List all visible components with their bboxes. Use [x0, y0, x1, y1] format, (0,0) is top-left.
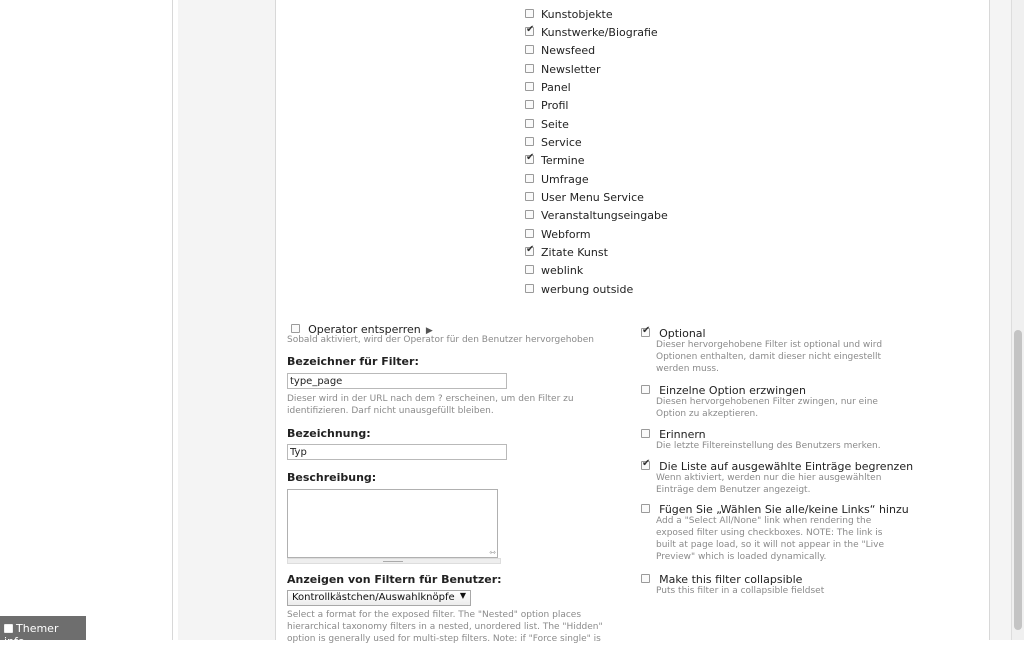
option-label: Erinnern [659, 428, 706, 441]
identifier-input[interactable] [287, 373, 507, 389]
limit-selected-checkbox[interactable] [641, 461, 650, 470]
content-type-label: Kunstobjekte [541, 8, 613, 21]
display-format-value: Kontrollkästchen/Auswahlknöpfe [292, 592, 455, 603]
option-description [656, 585, 824, 597]
remember-checkbox[interactable] [641, 429, 650, 438]
name-label: Bezeichnung: [287, 427, 371, 440]
option-description [656, 472, 881, 496]
themer-info-label: Themer info [4, 622, 59, 648]
identifier-description [287, 393, 574, 417]
description-label: Beschreibung: [287, 471, 377, 484]
content-type-label: Veranstaltungseingabe [541, 209, 668, 222]
content-type-label: Termine [541, 154, 585, 167]
content-type-label: Service [541, 136, 582, 149]
checkbox-icon[interactable] [525, 247, 534, 256]
option-label: Die Liste auf ausgewählte Einträge begrenzen [659, 460, 914, 473]
operator-unlock-checkbox[interactable] [291, 324, 300, 333]
checkbox-icon[interactable] [525, 82, 534, 91]
operator-unlock-description: Sobald aktiviert, wird der Operator für den Benutzer hervorgehoben [287, 335, 594, 345]
option-description-line: Option zu akzeptieren. [656, 409, 759, 419]
option-description-line: exposed filter using checkboxes. NOTE: The link is [656, 528, 883, 538]
themer-info-checkbox[interactable] [4, 624, 13, 633]
caret-right-icon[interactable]: ▶ [425, 326, 433, 336]
option-description-line: werden muss. [656, 364, 719, 374]
display-format-select[interactable] [287, 590, 471, 606]
option-description-line: Wenn aktiviert, werden nur die hier ausgewählten [656, 473, 882, 483]
option-description-line: Optionen enthalten, damit dieser nicht eingestellt [656, 352, 882, 362]
option-label: Optional [659, 327, 706, 340]
content-type-label: Newsletter [541, 63, 601, 76]
panel-left-background [178, 0, 275, 640]
checkbox-icon[interactable] [525, 45, 534, 54]
content-type-label: Zitate Kunst [541, 246, 608, 259]
checkbox-icon[interactable] [525, 119, 534, 128]
resize-corner-icon[interactable]: ⇿ [489, 548, 496, 557]
textarea-resize-grip[interactable] [287, 558, 501, 564]
identifier-label: Bezeichner für Filter: [287, 355, 419, 368]
display-format-description-line: Select a format for the exposed filter. The "Nested" option places [287, 610, 582, 620]
option-description-line: Preview" which is loaded dynamically. [656, 552, 827, 562]
display-format-label: Anzeigen von Filtern für Benutzer: [287, 573, 502, 586]
force-single-checkbox[interactable] [641, 385, 650, 394]
checkbox-icon[interactable] [525, 192, 534, 201]
checkbox-icon[interactable] [525, 155, 534, 164]
checkbox-icon[interactable] [525, 27, 534, 36]
frame-divider [172, 0, 173, 640]
option-description [656, 339, 882, 375]
option-description-line: Die letzte Filtereinstellung des Benutzers merken. [656, 441, 881, 451]
content-type-label: weblink [541, 264, 584, 277]
content-type-label: werbung outside [541, 283, 634, 296]
name-input[interactable] [287, 444, 507, 460]
option-description-line: Dieser hervorgehobene Filter ist optional und wird [656, 340, 883, 350]
option-description [656, 396, 878, 420]
option-label: Make this filter collapsible [659, 573, 803, 586]
checkbox-icon[interactable] [525, 174, 534, 183]
scrollbar-thumb[interactable] [1014, 330, 1022, 630]
content-type-label: Webform [541, 228, 591, 241]
page-left-gutter [0, 0, 172, 640]
option-description-line: Diesen hervorgehobenen Filter zwingen, nur eine [656, 397, 878, 407]
checkbox-icon[interactable] [525, 210, 534, 219]
checkbox-icon[interactable] [525, 64, 534, 73]
operator-unlock-label: Operator entsperren [308, 323, 421, 336]
option-description [656, 515, 884, 563]
checkbox-icon[interactable] [525, 265, 534, 274]
checkbox-icon[interactable] [525, 229, 534, 238]
content-type-label: Profil [541, 99, 569, 112]
content-type-label: Kunstwerke/Biografie [541, 26, 658, 39]
checkbox-icon[interactable] [525, 137, 534, 146]
content-type-label: Panel [541, 81, 571, 94]
option-description-line: Einträge dem Benutzer angezeigt. [656, 485, 811, 495]
option-label: Einzelne Option erzwingen [659, 384, 806, 397]
content-type-label: User Menu Service [541, 191, 644, 204]
option-description-line: Puts this filter in a collapsible fieldset [656, 586, 825, 596]
display-format-description-line: hierarchical taxonomy filters in a nested, unordered list. The "Hidden" [287, 622, 603, 632]
checkbox-icon[interactable] [525, 284, 534, 293]
option-description-line: built at page load, so it will not appear in the "Live [656, 540, 885, 550]
identifier-description-line: identifizieren. Darf nicht unausgefüllt bleiben. [287, 406, 494, 416]
collapsible-checkbox[interactable] [641, 574, 650, 583]
display-format-description-line: option is generally used for multi-step filters. Note: if "Force single" is [287, 634, 601, 644]
page-scrollbar[interactable] [1011, 0, 1024, 640]
panel-right-background [990, 0, 1012, 640]
checkbox-icon[interactable] [525, 100, 534, 109]
identifier-description-line: Dieser wird in der URL nach dem ? erscheinen, um den Filter zu [287, 394, 574, 404]
content-type-label: Newsfeed [541, 44, 596, 57]
select-all-none-checkbox[interactable] [641, 504, 650, 513]
checkbox-icon[interactable] [525, 9, 534, 18]
dropdown-arrow-icon[interactable]: ▼ [459, 591, 466, 600]
description-textarea[interactable] [287, 489, 498, 558]
optional-checkbox[interactable] [641, 328, 650, 337]
themer-info-toggle[interactable] [0, 616, 86, 648]
content-type-label: Umfrage [541, 173, 589, 186]
option-description [656, 440, 881, 452]
option-description-line: Add a "Select All/None" link when rendering the [656, 516, 872, 526]
option-label: Fügen Sie „Wählen Sie alle/keine Links“ hinzu [659, 503, 909, 516]
content-type-label: Seite [541, 118, 569, 131]
